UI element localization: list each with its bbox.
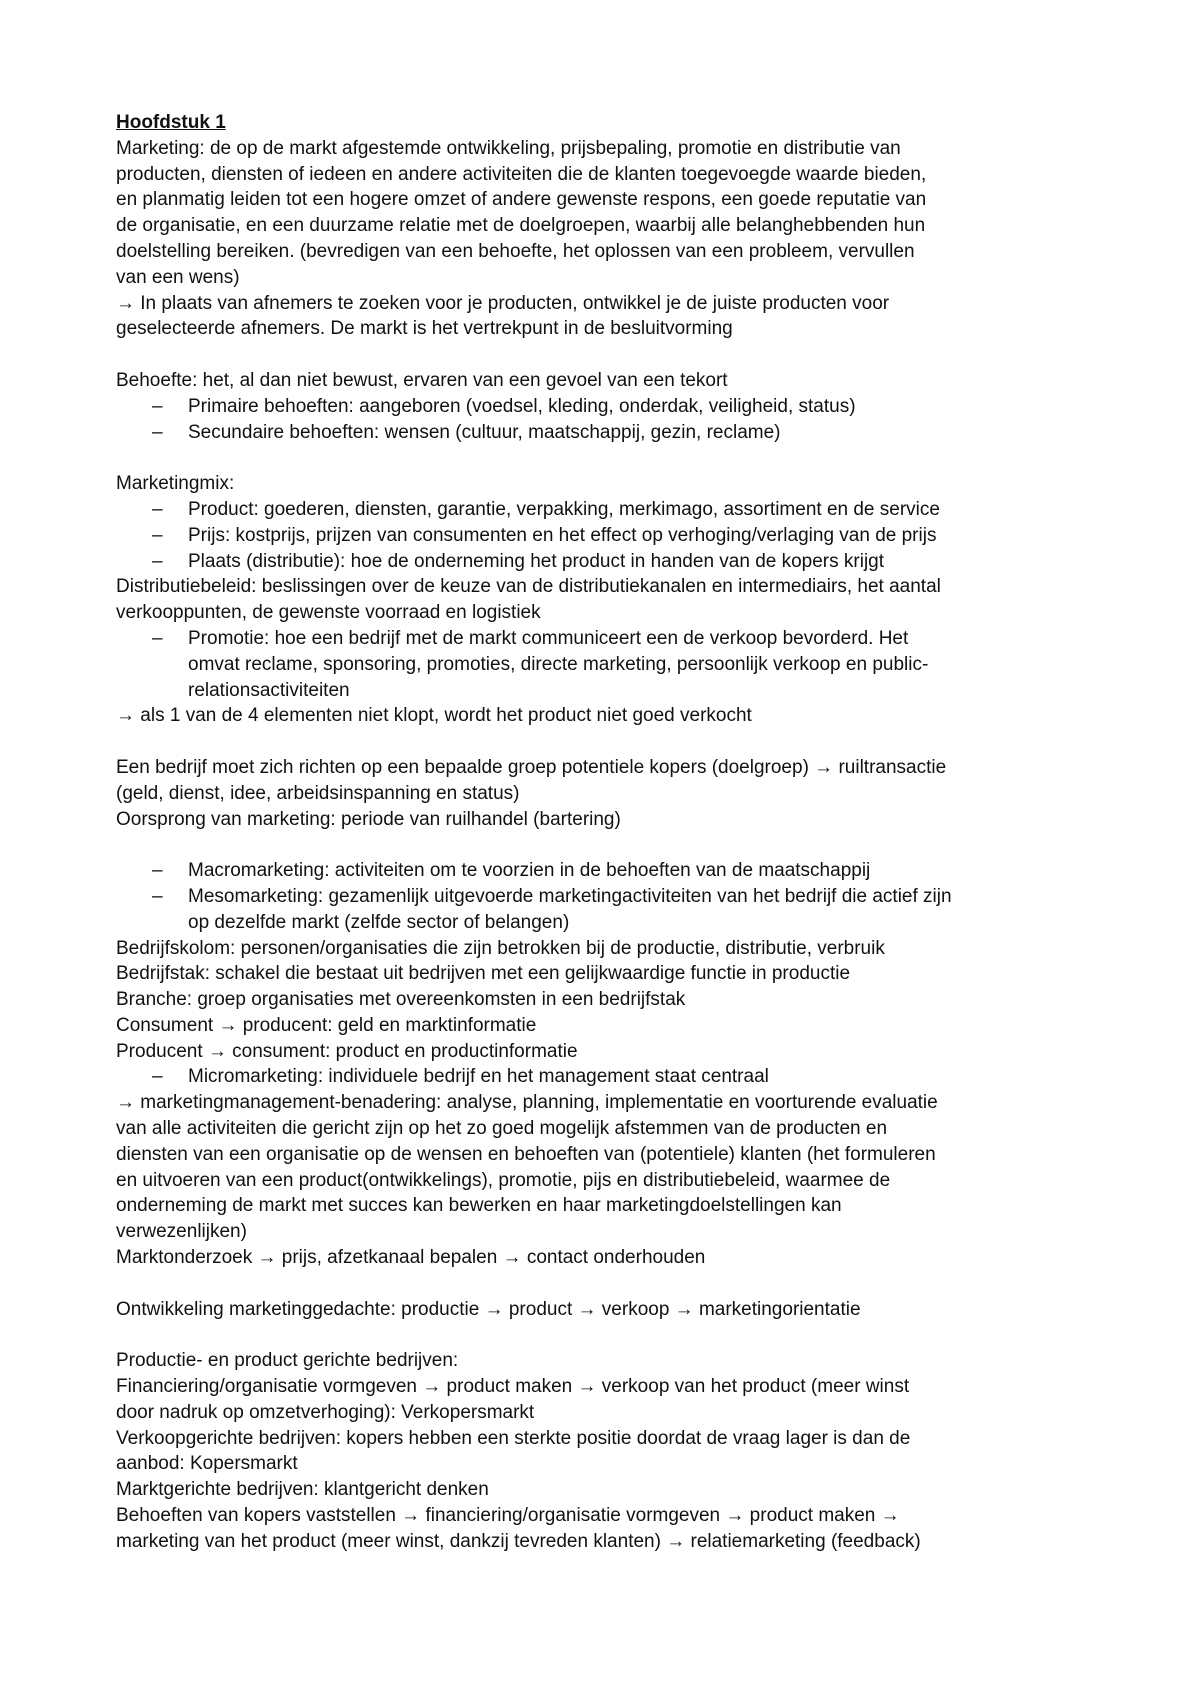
text-line: van een wens) [116,266,240,288]
bullet-item [116,858,1086,884]
text-line: de organisatie, en een duurzame relatie met de doelgroepen, waarbij alle belanghebbenden hun [116,215,926,237]
bullet-text: Primaire behoeften: aangeboren (voedsel, kleding, onderdak, veiligheid, status) [188,395,856,417]
blank-line [116,729,1086,755]
text-line: Behoeften van kopers vaststellen → financiering/organisatie vormgeven → product maken → [116,1505,900,1527]
bullet-item [116,394,1086,420]
text-line: Marketingmix: [116,473,235,495]
blank-line [116,445,1086,471]
text-line: geselecteerde afnemers. De markt is het vertrekpunt in de besluitvorming [116,318,733,340]
bullet-text: Macromarketing: activiteiten om te voorzien in de behoeften van de maatschappij [188,860,871,882]
text-line: verkooppunten, de gewenste voorraad en logistiek [116,602,541,624]
bullet-item [116,884,1086,910]
text-line: aanbod: Kopersmarkt [116,1453,298,1475]
bullet-dash: – [152,498,163,520]
text-line: (geld, dienst, idee, arbeidsinspanning en status) [116,782,520,804]
text-line: Marktonderzoek → prijs, afzetkanaal bepalen → contact onderhouden [116,1247,706,1269]
text-line: Oorsprong van marketing: periode van ruilhandel (bartering) [116,808,621,830]
bullet-dash: – [152,627,163,649]
text-line: diensten van een organisatie op de wensen en behoeften van (potentiele) klanten (het formuleren [116,1143,936,1165]
text-line: Marketing: de op de markt afgestemde ontwikkeling, prijsbepaling, promotie en distributie van [116,137,901,159]
blank-line [116,1271,1086,1297]
bullet-item [116,420,1086,446]
blank-line [116,342,1086,368]
text-line: Ontwikkeling marketinggedachte: productie → product → verkoop → marketingorientatie [116,1298,861,1320]
text-line: doelstelling bereiken. (bevredigen van een behoefte, het oplossen van een probleem, vervullen [116,240,915,262]
text-line: en planmatig leiden tot een hogere omzet of andere gewenste respons, een goede reputatie van [116,189,927,211]
text-line: Verkoopgerichte bedrijven: kopers hebben een sterkte positie doordat de vraag lager is dan de [116,1427,911,1449]
bullet-dash: – [152,524,163,546]
text-line: door nadruk op omzetverhoging): Verkopersmarkt [116,1401,535,1423]
text-line: van alle activiteiten die gericht zijn op het zo goed mogelijk afstemmen van de producten en [116,1118,888,1140]
bullet-continuation: op dezelfde markt (zelfde sector of belangen) [188,911,570,933]
text-line: Consument → producent: geld en marktinformatie [116,1014,537,1036]
text-line: Financiering/organisatie vormgeven → product maken → verkoop van het product (meer winst [116,1376,910,1398]
text-line: → marketingmanagement-benadering: analyse, planning, implementatie en voorturende evaluatie [116,1092,938,1114]
text-line: producten, diensten of iedeen en andere activiteiten die de klanten toegevoegde waarde bieden, [116,163,927,185]
bullet-continuation: relationsactiviteiten [188,679,350,701]
bullet-text: Mesomarketing: gezamenlijk uitgevoerde marketingactiviteiten van het bedrijf die actief zijn [188,885,952,907]
text-line: Branche: groep organisaties met overeenkomsten in een bedrijfstak [116,989,686,1011]
text-line: → In plaats van afnemers te zoeken voor je producten, ontwikkel je de juiste producten voor [116,292,890,314]
bullet-dash: – [152,421,163,443]
text-line: Bedrijfskolom: personen/organisaties die zijn betrokken bij de productie, distributie, verbruik [116,937,885,959]
text-line: marketing van het product (meer winst, dankzij tevreden klanten) → relatiemarketing (feedback) [116,1530,921,1552]
text-line: Behoefte: het, al dan niet bewust, ervaren van een gevoel van een tekort [116,369,728,391]
bullet-item [116,549,1086,575]
bullet-continuation: omvat reclame, sponsoring, promoties, directe marketing, persoonlijk verkoop en public- [188,653,929,675]
text-line: onderneming de markt met succes kan bewerken en haar marketingdoelstellingen kan [116,1195,842,1217]
bullet-text: Secundaire behoeften: wensen (cultuur, maatschappij, gezin, reclame) [188,421,781,443]
bullet-item [116,1064,1086,1090]
bullet-item [116,626,1086,652]
bullet-dash: – [152,550,163,572]
text-line: → als 1 van de 4 elementen niet klopt, wordt het product niet goed verkocht [116,705,752,727]
document-body [116,136,1086,1555]
chapter-heading: Hoofdstuk 1 [116,112,226,133]
bullet-dash: – [152,860,163,882]
bullet-item [116,523,1086,549]
bullet-text: Micromarketing: individuele bedrijf en het management staat centraal [188,1066,769,1088]
blank-line [116,1322,1086,1348]
document-page [116,110,1086,1555]
text-line: Distributiebeleid: beslissingen over de keuze van de distributiekanalen en intermediairs, het aantal [116,576,941,598]
blank-line [116,832,1086,858]
bullet-text: Prijs: kostprijs, prijzen van consumenten en het effect op verhoging/verlaging van de prijs [188,524,937,546]
bullet-text: Plaats (distributie): hoe de onderneming het product in handen van de kopers krijgt [188,550,885,572]
text-line: en uitvoeren van een product(ontwikkelings), promotie, pijs en distributiebeleid, waarmee de [116,1169,891,1191]
bullet-text: Promotie: hoe een bedrijf met de markt communiceert een de verkoop bevorderd. Het [188,627,909,649]
text-line: Bedrijfstak: schakel die bestaat uit bedrijven met een gelijkwaardige functie in productie [116,963,851,985]
bullet-dash: – [152,395,163,417]
bullet-text: Product: goederen, diensten, garantie, verpakking, merkimago, assortiment en de service [188,498,940,520]
text-line: Een bedrijf moet zich richten op een bepaalde groep potentiele kopers (doelgroep) → ruiltransactie [116,756,947,778]
text-line: Marktgerichte bedrijven: klantgericht denken [116,1479,489,1501]
text-line: verwezenlijken) [116,1221,247,1243]
text-line: Productie- en product gerichte bedrijven: [116,1350,459,1372]
bullet-dash: – [152,1066,163,1088]
bullet-dash: – [152,885,163,907]
bullet-item [116,497,1086,523]
text-line: Producent → consument: product en productinformatie [116,1040,578,1062]
